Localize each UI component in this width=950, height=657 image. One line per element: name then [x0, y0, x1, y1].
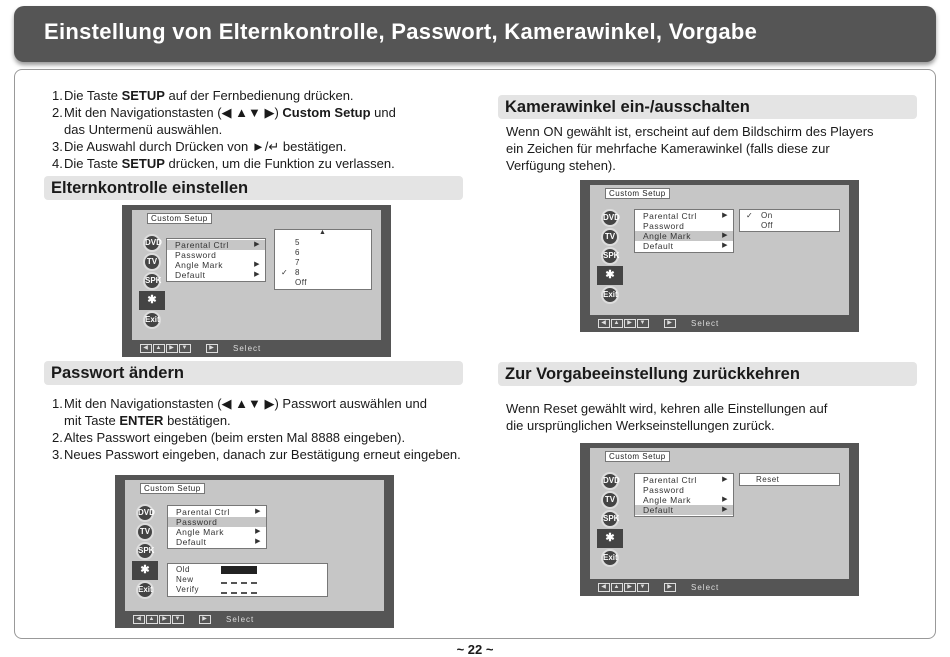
nav-key-icon: ▼ [179, 344, 191, 353]
osd-footer [598, 318, 719, 329]
osd-icon-column [139, 234, 165, 330]
step-text [64, 104, 396, 121]
nav-key-icon: ▼ [637, 319, 649, 328]
step-text [64, 138, 346, 155]
osd-menu-item [635, 505, 733, 515]
speaker-icon: SPK [136, 542, 154, 560]
osd-level-label: 6 [295, 248, 300, 257]
osd-parental-levels [274, 229, 372, 290]
nav-key-icon: ◀ [140, 344, 152, 353]
step-item [52, 412, 472, 429]
tools-icon: ✱ [132, 561, 158, 580]
step-text [64, 395, 427, 412]
nav-key-icon: ▶ [159, 615, 171, 624]
step-text-part: drücken, um die Funktion zu verlassen. [164, 156, 395, 171]
step-item [52, 155, 462, 172]
tools-icon: ✱ [597, 529, 623, 548]
tv-icon: TV [136, 523, 154, 541]
osd-menu-item-label: Password [643, 485, 685, 495]
arrow-right-icon: ▶ [255, 508, 261, 515]
exit-icon: Exit [143, 311, 161, 329]
step-text-part: Die Auswahl durch Drücken von ►/↵ bestätigen. [64, 139, 347, 154]
checkmark-icon: ✓ [746, 211, 754, 220]
camera-description [506, 123, 916, 174]
osd-reset-option [739, 473, 840, 486]
step-number: 2. [52, 430, 63, 445]
enter-key-icon: ▶ [206, 344, 218, 353]
arrow-right-icon: ▶ [254, 241, 260, 248]
osd-menu-item-label: Default [175, 270, 206, 280]
step-number: 3. [52, 447, 63, 462]
osd-password-fields [167, 563, 328, 597]
osd-footer [133, 614, 254, 625]
osd-select-label: Select [691, 319, 720, 328]
step-text-bold: Custom Setup [282, 105, 371, 120]
dvd-icon: DVD [136, 504, 154, 522]
osd-menu-item [168, 537, 266, 547]
osd-parental-screen [122, 205, 391, 357]
osd-select-label: Select [226, 615, 255, 624]
password-input-active [221, 566, 257, 574]
nav-key-icon: ◀ [598, 319, 610, 328]
dvd-icon: DVD [601, 472, 619, 490]
checkmark-icon: ✓ [281, 268, 289, 277]
osd-angle-item [740, 211, 839, 221]
dvd-icon: DVD [143, 234, 161, 252]
step-text-part: Neues Passwort eingeben, danach zur Bestätigung erneut eingeben. [64, 447, 461, 462]
dvd-icon: DVD [601, 209, 619, 227]
step-text-part: mit Taste [64, 413, 120, 428]
step-item [52, 87, 462, 104]
osd-angle-item [740, 221, 839, 231]
osd-menu-item-label: Password [175, 250, 217, 260]
arrow-right-icon: ▶ [254, 261, 260, 268]
arrow-right-icon: ▶ [722, 506, 728, 513]
step-text-part: Die Taste [64, 88, 122, 103]
osd-menu-item [168, 517, 266, 527]
osd-menu-item [635, 495, 733, 505]
osd-icon-column [597, 209, 623, 305]
osd-select-label: Select [691, 583, 720, 592]
osd-tab-label: Custom Setup [605, 188, 670, 199]
reset-text-line: Wenn Reset gewählt wird, kehren alle Einstellungen auf [506, 401, 828, 416]
speaker-icon: SPK [143, 272, 161, 290]
osd-screen-area [590, 185, 849, 315]
osd-password-row [168, 565, 327, 575]
osd-menu-item [167, 260, 265, 270]
step-text [64, 121, 222, 138]
osd-tab-label: Custom Setup [147, 213, 212, 224]
tv-icon: TV [601, 228, 619, 246]
section-parental-heading: Elternkontrolle einstellen [44, 176, 463, 200]
password-input [221, 586, 257, 594]
osd-level-label: 8 [295, 268, 300, 277]
tools-icon: ✱ [597, 266, 623, 285]
osd-menu [167, 505, 267, 549]
step-text [64, 446, 461, 463]
nav-key-icon: ▶ [624, 583, 636, 592]
chevron-up-icon: ▲ [319, 229, 327, 236]
step-item [52, 121, 462, 138]
nav-key-icon: ◀ [133, 615, 145, 624]
nav-key-icon: ▶ [166, 344, 178, 353]
osd-reset-label: Reset [756, 475, 780, 484]
section-password-heading: Passwort ändern [44, 361, 463, 385]
step-number: 3. [52, 139, 63, 154]
nav-key-icon: ▶ [624, 319, 636, 328]
osd-menu-item-label: Default [643, 241, 674, 251]
step-text-bold: SETUP [121, 88, 165, 103]
step-text [64, 429, 405, 446]
osd-footer [598, 582, 719, 593]
enter-key-icon: ▶ [199, 615, 211, 624]
step-text-part: Altes Passwort eingeben (beim ersten Mal 8888 eingeben). [64, 430, 406, 445]
osd-menu-item [635, 475, 733, 485]
osd-menu-item [635, 221, 733, 231]
section-reset-heading: Zur Vorgabeeinstellung zurückkehren [498, 362, 917, 386]
step-text [64, 155, 395, 172]
osd-menu-item-label: Default [176, 537, 207, 547]
nav-key-icon: ▼ [172, 615, 184, 624]
tools-icon: ✱ [139, 291, 165, 310]
exit-icon: Exit [601, 549, 619, 567]
osd-menu-item-label: Parental Ctrl [643, 475, 697, 485]
step-number: 1. [52, 396, 63, 411]
osd-menu [634, 209, 734, 253]
page-header [14, 6, 936, 62]
osd-menu-item-label: Default [643, 505, 674, 515]
step-text-part: und [370, 105, 396, 120]
osd-menu-item [168, 507, 266, 517]
osd-screen-area [132, 210, 381, 340]
osd-screen-area [590, 448, 849, 579]
exit-icon: Exit [136, 581, 154, 599]
exit-icon: Exit [601, 286, 619, 304]
osd-angle-label: On [761, 211, 773, 220]
osd-menu [166, 238, 266, 282]
osd-footer [140, 343, 261, 354]
tv-icon: TV [143, 253, 161, 271]
camera-text-line: ein Zeichen für mehrfache Kamerawinkel (falls diese zur [506, 141, 830, 156]
step-number: 2. [52, 105, 63, 120]
step-text-part: Mit den Navigationstasten (◀ ▲▼ ▶) [64, 105, 283, 120]
osd-menu-item-label: Angle Mark [176, 527, 224, 537]
osd-password-label: Old [176, 565, 190, 574]
nav-key-icon: ▲ [153, 344, 165, 353]
step-number [52, 121, 64, 138]
arrow-right-icon: ▶ [722, 476, 728, 483]
osd-icon-column [597, 472, 623, 568]
osd-menu-item [168, 527, 266, 537]
osd-select-label: Select [233, 344, 262, 353]
step-item [52, 395, 472, 412]
step-text-part: Mit den Navigationstasten (◀ ▲▼ ▶) Passwort auswählen und [64, 396, 427, 411]
page-number: ~ 22 ~ [456, 642, 494, 657]
osd-menu-item [635, 211, 733, 221]
reset-description [506, 400, 916, 434]
step-text-bold: SETUP [121, 156, 165, 171]
osd-password-row [168, 575, 327, 585]
step-text [64, 87, 354, 104]
step-text-part: auf der Fernbedienung drücken. [164, 88, 354, 103]
arrow-right-icon: ▶ [255, 528, 261, 535]
osd-tab-label: Custom Setup [140, 483, 205, 494]
osd-tab-label: Custom Setup [605, 451, 670, 462]
step-text-part: bestätigen. [163, 413, 231, 428]
speaker-icon: SPK [601, 510, 619, 528]
osd-level-label: 5 [295, 238, 300, 247]
nav-key-icon: ▲ [146, 615, 158, 624]
osd-menu-item [635, 241, 733, 251]
step-text-part: das Untermenü auswählen. [64, 122, 223, 137]
step-item [52, 138, 462, 155]
step-item [52, 429, 472, 446]
osd-menu-item [635, 485, 733, 495]
intro-steps [52, 87, 462, 172]
arrow-right-icon: ▶ [722, 496, 728, 503]
password-steps [52, 395, 472, 463]
osd-level-item [275, 268, 371, 278]
osd-angle-label: Off [761, 221, 774, 230]
osd-menu-item-label: Password [643, 221, 685, 231]
osd-angle-options [739, 209, 840, 232]
enter-key-icon: ▶ [664, 319, 676, 328]
enter-key-icon: ▶ [664, 583, 676, 592]
step-text-bold: ENTER [119, 413, 164, 428]
step-number [52, 412, 64, 429]
osd-menu [634, 473, 734, 517]
arrow-right-icon: ▶ [254, 271, 260, 278]
speaker-icon: SPK [601, 247, 619, 265]
arrow-right-icon: ▶ [722, 242, 728, 249]
reset-text-line: die ursprünglichen Werkseinstellungen zurück. [506, 418, 775, 433]
osd-menu-item-label: Angle Mark [175, 260, 223, 270]
nav-key-icon: ▲ [611, 319, 623, 328]
osd-password-row [168, 585, 327, 595]
nav-key-icon: ▲ [611, 583, 623, 592]
osd-level-label: 7 [295, 258, 300, 267]
osd-menu-item-label: Parental Ctrl [643, 211, 697, 221]
osd-password-label: New [176, 575, 194, 584]
nav-key-icon: ◀ [598, 583, 610, 592]
osd-menu-item [167, 250, 265, 260]
osd-password-screen [115, 475, 394, 628]
step-number: 1. [52, 88, 63, 103]
camera-text-line: Wenn ON gewählt ist, erscheint auf dem Bildschirm des Players [506, 124, 874, 139]
osd-menu-item [167, 240, 265, 250]
step-number: 4. [52, 156, 63, 171]
osd-level-item [275, 258, 371, 268]
section-camera-heading: Kamerawinkel ein-/ausschalten [498, 95, 917, 119]
osd-password-label: Verify [176, 585, 200, 594]
osd-angle-screen [580, 180, 859, 332]
password-input [221, 576, 257, 584]
osd-level-item [275, 248, 371, 258]
step-text [64, 412, 231, 429]
osd-icon-column [132, 504, 158, 600]
osd-menu-item-label: Angle Mark [643, 231, 691, 241]
page-title: Einstellung von Elternkontrolle, Passwort, Kamerawinkel, Vorgabe [44, 19, 758, 44]
tv-icon: TV [601, 491, 619, 509]
osd-menu-item [635, 231, 733, 241]
step-text-part: Die Taste [64, 156, 122, 171]
osd-menu-item-label: Password [176, 517, 218, 527]
osd-level-item [275, 238, 371, 248]
osd-level-label: Off [295, 278, 308, 287]
osd-menu-item-label: Parental Ctrl [176, 507, 230, 517]
osd-reset-screen [580, 443, 859, 596]
arrow-right-icon: ▶ [255, 538, 261, 545]
osd-menu-item [167, 270, 265, 280]
osd-level-item [275, 278, 371, 288]
nav-key-icon: ▼ [637, 583, 649, 592]
osd-screen-area [125, 480, 384, 611]
step-item [52, 446, 472, 463]
arrow-right-icon: ▶ [722, 212, 728, 219]
arrow-right-icon: ▶ [722, 232, 728, 239]
camera-text-line: Verfügung stehen). [506, 158, 616, 173]
step-item [52, 104, 462, 121]
osd-menu-item-label: Parental Ctrl [175, 240, 229, 250]
osd-menu-item-label: Angle Mark [643, 495, 691, 505]
